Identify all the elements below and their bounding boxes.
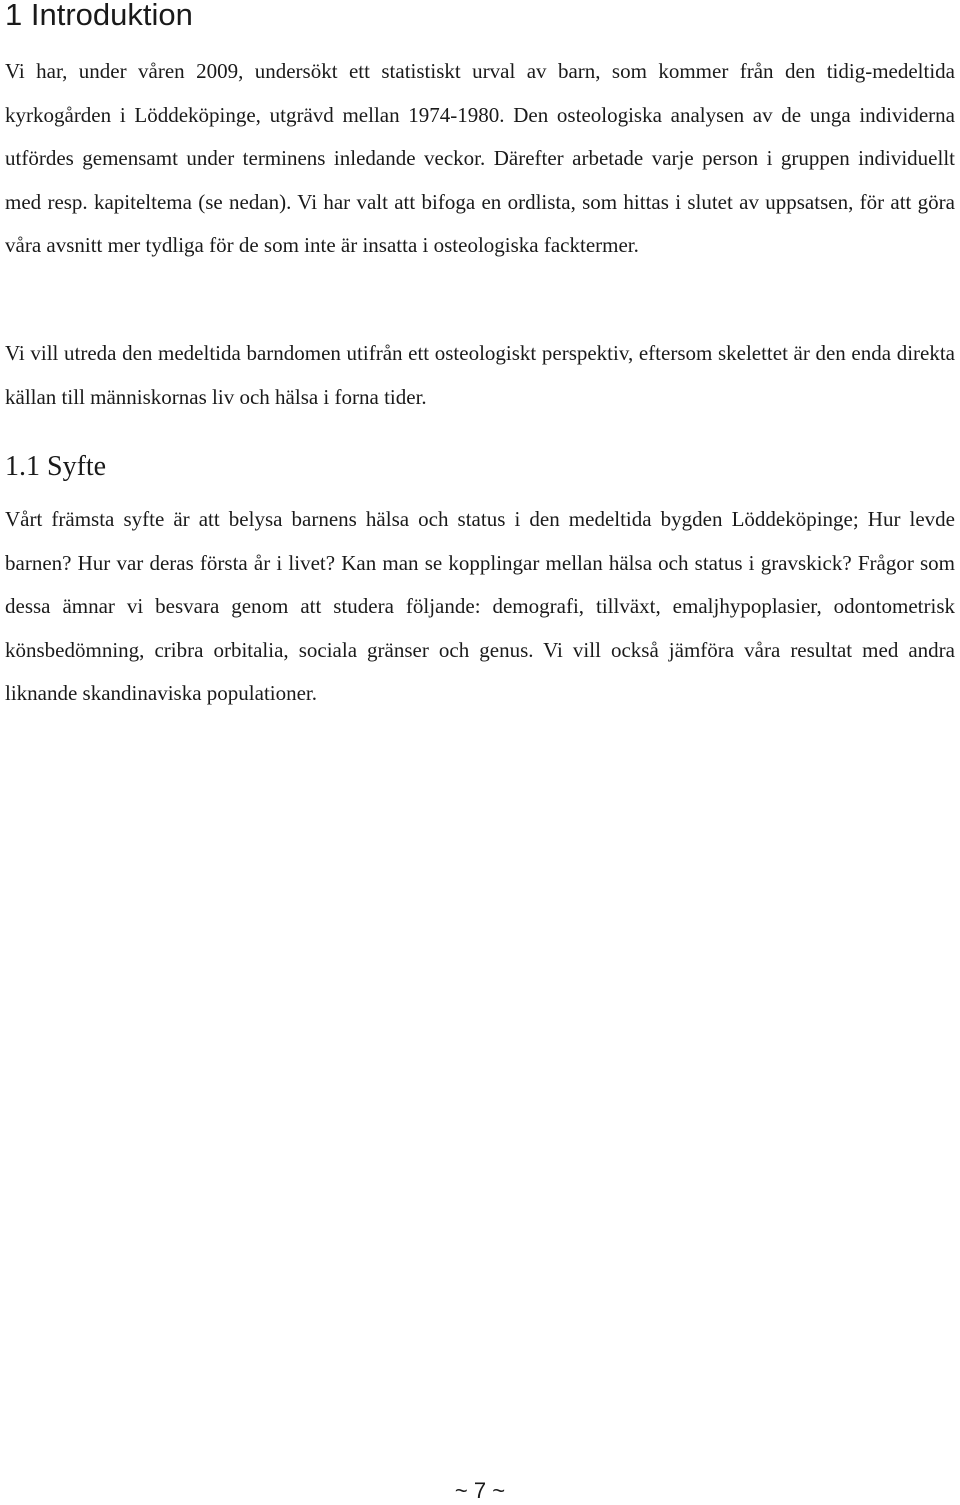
intro-paragraph-1: Vi har, under våren 2009, undersökt ett statistiskt urval av barn, som kommer från den tidig-medeltida kyrkogården i Löddeköpinge, utgrävd mellan 1974-1980. Den osteologiska analysen av de unga individerna utfördes gemensamt under terminens inledande veckor. Därefter arbetade varje person i gruppen individuellt med resp. kapiteltema (se nedan). Vi har valt att bifoga en ordlista, som hittas i slutet av uppsatsen, för att göra våra avsnitt mer tydliga för de som inte är insatta i osteologiska facktermer. bbox=[5, 59, 955, 257]
intro-paragraph-2: Vi vill utreda den medeltida barndomen utifrån ett osteologiskt perspektiv, eftersom skelettet är den enda direkta källan till människornas liv och hälsa i forna tider. bbox=[5, 341, 955, 409]
chapter-heading: 1 Introduktion bbox=[5, 0, 193, 32]
syfte-paragraph: Vårt främsta syfte är att belysa barnens hälsa och status i den medeltida bygden Löddeköpinge; Hur levde barnen? Hur var deras första år i livet? Kan man se kopplingar mellan hälsa och status i gravskick? Frågor som dessa ämnar vi besvara genom att studera följande: demografi, tillväxt, emaljhypoplasier, odontometrisk könsbedömning, cribra orbitalia, sociala gränser och genus. Vi vill också jämföra våra resultat med andra liknande skandinaviska populationer. bbox=[5, 507, 955, 705]
page-number: ~ 7 ~ bbox=[454, 1478, 506, 1503]
section-heading-syfte: 1.1 Syfte bbox=[5, 451, 107, 482]
